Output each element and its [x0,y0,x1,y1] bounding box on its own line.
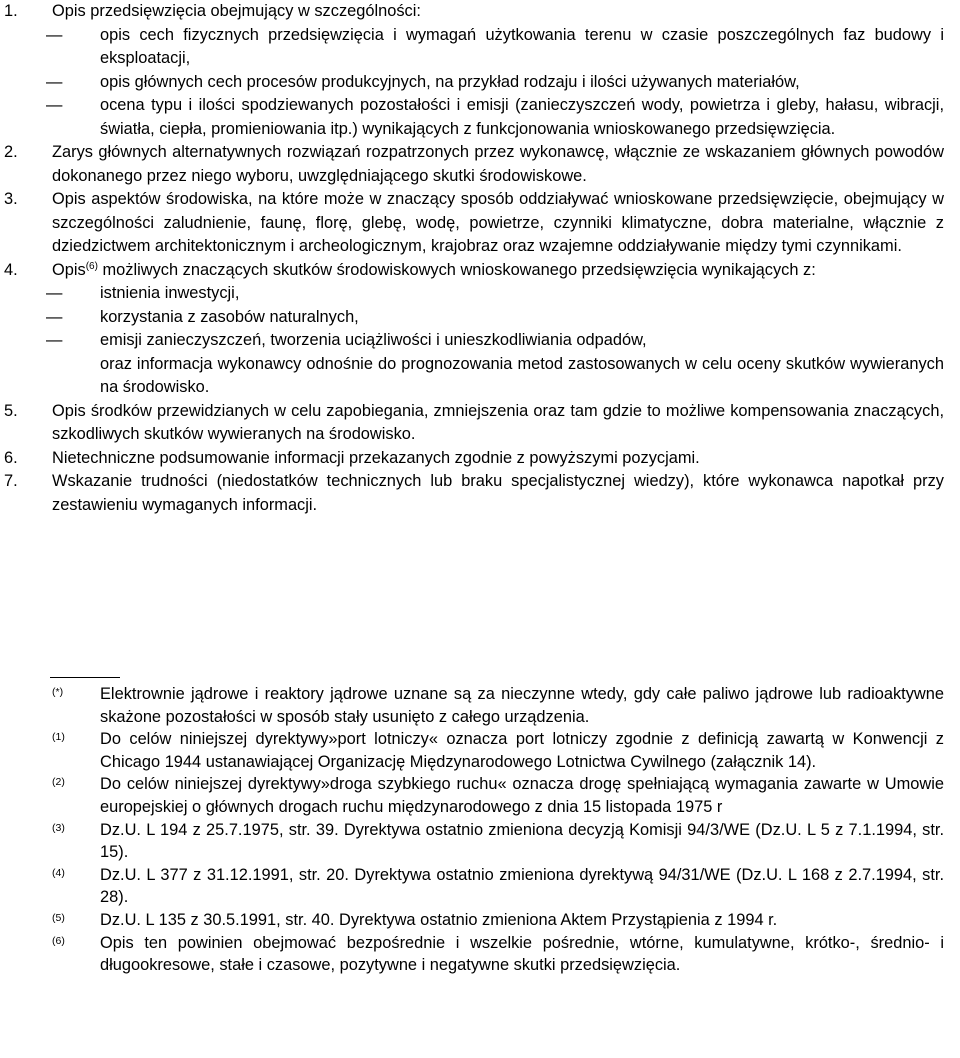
item-number: 3. [4,190,18,208]
list-item-1 [4,0,944,141]
item-number: 1. [4,2,18,20]
footnote-separator [50,677,120,678]
footnote-marker: (4) [52,866,65,879]
item-text: Zarys głównych alternatywnych rozwiązań rozpatrzonych przez wykonawcę, włącznie ze wskazaniem głównych powodów dokonanego przez niego wyboru, uwzględniającego skutki środowiskowe. [52,143,944,185]
dash-item [46,94,944,141]
dash-text: korzystania z zasobów naturalnych, [100,307,359,326]
dash-item [46,71,944,95]
footnote [0,728,944,773]
dash-mark: — [46,331,63,349]
footnote-text: Do celów niniejszej dyrektywy»port lotniczy« oznacza port lotniczy zgodnie z definicją zawartą w Konwencji z Chicago 1944 ustanawiającej Organizację Międzynarodowego Lotnictwa Cywilnego (załącznik 14). [100,730,944,771]
footnote [0,932,944,977]
list-item-2 [4,141,944,188]
footnote [0,773,944,818]
footnote-marker: (1) [52,731,65,744]
item-text-start: Opis [52,260,86,279]
item-number: 7. [4,472,18,490]
list-item-4 [4,259,944,400]
footnote [0,819,944,864]
dash-list [46,282,944,400]
footnote-text: Opis ten powinien obejmować bezpośrednie i wszelkie pośrednie, wtórne, kumulatywne, krótko-, średnio- i długookresowe, stałe i czasowe, pozytywne i negatywne skutki przedsięwzięcia. [100,933,944,975]
item-text [52,259,944,283]
dash-mark: — [46,96,63,114]
item-number: 4. [4,260,18,279]
item-number: 6. [4,448,18,467]
footnote-text: Do celów niniejszej dyrektywy»droga szybkiego ruchu« oznacza drogę spełniającą wymagania zawarte w Umowie europejskiej o głównych drogach ruchu międzynarodowego z dnia 15 listopada 1975 r [100,775,944,816]
dash-list [46,24,944,142]
item-text: Wskazanie trudności (niedostatków technicznych lub braku specjalistycznej wiedzy), które wykonawca napotkał przy zestawieniu wymaganych informacji. [52,472,944,514]
dash-item [46,329,944,353]
dash-mark: — [46,72,63,91]
dash-text: ocena typu i ilości spodziewanych pozostałości i emisji (zanieczyszczeń wody, powietrza i gleby, hałasu, wibracji, światła, ciepła, promieniowania itp.) wynikających z funkcjonowania wnioskowanego przedsięwzięcia. [100,96,944,138]
footnote-marker: (6) [52,934,65,947]
item-text: Nietechniczne podsumowanie informacji przekazanych zgodnie z powyższymi pozycjami. [52,448,700,467]
dash-mark: — [46,284,63,302]
list-item-5 [4,400,944,447]
item-text-end: możliwych znaczących skutków środowiskowych wnioskowanego przedsięwzięcia wynikających z: [97,260,816,279]
footnote [0,683,944,728]
footnote-marker: (5) [52,911,65,924]
dash-text: opis cech fizycznych przedsięwzięcia i wymagań użytkowania terenu w czasie poszczególnych faz budowy i eksploatacji, [100,25,944,67]
footnote [0,864,944,909]
dash-continuation [52,353,944,400]
list-item-3 [4,188,944,259]
dash-text: emisji zanieczyszczeń, tworzenia uciążliwości i unieszkodliwiania odpadów, [100,331,647,349]
footnote-ref: (6) [85,260,98,272]
dash-mark: — [46,25,63,44]
footnote-marker: (*) [52,686,64,698]
footnote-text: Dz.U. L 194 z 25.7.1975, str. 39. Dyrektywa ostatnio zmieniona decyzją Komisji 94/3/WE (Dz.U. L 5 z 7.1.1994, str. 15). [100,820,944,862]
item-text: Opis środków przewidzianych w celu zapobiegania, zmniejszenia oraz tam gdzie to możliwe kompensowania znaczących, szkodliwych skutków wywieranych na środowisko. [52,401,944,443]
list-item-6 [4,447,944,471]
footnotes [0,683,944,977]
dash-mark: — [46,307,63,326]
item-number: 2. [4,143,18,161]
dash-tail-text: oraz informacja wykonawcy odnośnie do prognozowania metod zastosowanych w celu oceny skutków wywieranych na środowisko. [100,354,944,396]
item-text: Opis przedsięwzięcia obejmujący w szczególności: [52,2,421,20]
footnote-text: Dz.U. L 377 z 31.12.1991, str. 20. Dyrektywa ostatnio zmieniona dyrektywą 94/31/WE (Dz.U. L 168 z 2.7.1994, str. 28). [100,865,944,907]
footnote-text: Dz.U. L 135 z 30.5.1991, str. 40. Dyrektywa ostatnio zmieniona Aktem Przystąpienia z 1994 r. [100,910,778,929]
dash-item [46,306,944,330]
item-number: 5. [4,401,18,420]
footnote-marker: (3) [52,821,65,834]
list-item-7 [4,470,944,517]
dash-text: istnienia inwestycji, [100,284,240,302]
dash-text: opis głównych cech procesów produkcyjnych, na przykład rodzaju i ilości używanych materiałów, [100,72,800,91]
footnote [0,909,944,932]
main-list [4,0,944,517]
footnote-marker: (2) [52,776,65,789]
item-text: Opis aspektów środowiska, na które może w znaczący sposób oddziaływać wnioskowane przedsięwzięcie, obejmujący w szczególności zaludnienie, faunę, florę, glebę, wodę, powietrze, czynniki klimatyczne, dobra materialne, włącznie z dziedzictwem architektonicznym i archeologicznym, krajobraz oraz wzajemne oddziaływanie między tymi czynnikami. [52,190,944,255]
footnote-text: Elektrownie jądrowe i reaktory jądrowe uznane są za nieczynne wtedy, gdy całe paliwo jądrowe lub radioaktywne skażone pozostałości w sposób stały usunięto z całego urządzenia. [100,685,944,726]
dash-item [46,282,944,306]
dash-item [46,24,944,71]
